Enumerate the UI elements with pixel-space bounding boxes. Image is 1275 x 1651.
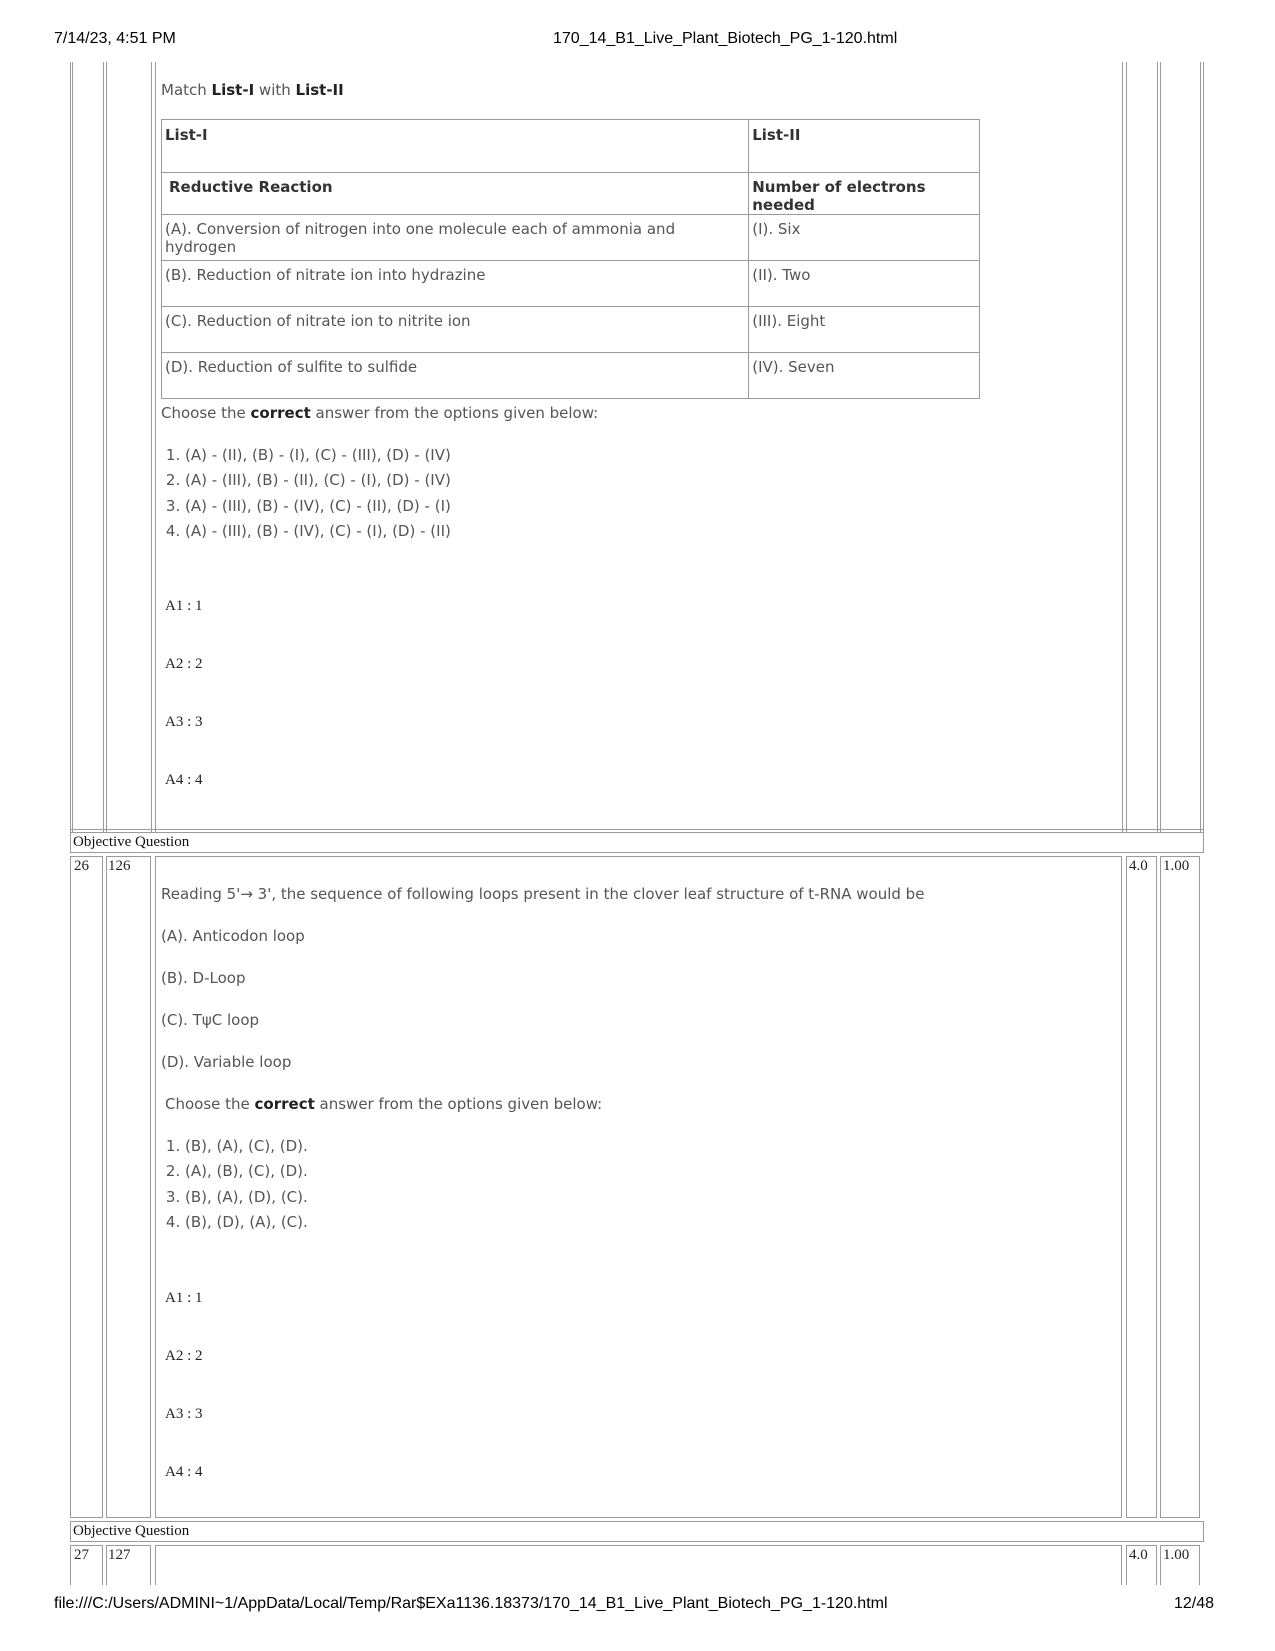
option-item: 3. (A) - (III), (B) - (IV), (C) - (II), (D) - (I) — [185, 494, 451, 519]
match-table — [161, 119, 980, 399]
electrons-needed-header: Number of electrons needed — [749, 173, 980, 215]
choose-instruction: Choose the correct answer from the options given below: — [165, 1095, 603, 1113]
marks-value: 4.0 — [1129, 1547, 1148, 1563]
table-cell: (C). Reduction of nitrate ion to nitrite ion — [162, 307, 749, 353]
print-file-path: file:///C:/Users/ADMINI~1/AppData/Local/Temp/Rar$EXa1136.18373/170_14_B1_Live_Plant_Biotech_PG_1-120.html — [54, 1595, 888, 1612]
table-cell: (IV). Seven — [749, 353, 980, 399]
table-border — [70, 62, 71, 832]
list-1-header: List-I — [162, 120, 749, 173]
print-datetime: 7/14/23, 4:51 PM — [54, 30, 176, 47]
question-type-label: Objective Question — [73, 1523, 190, 1539]
option-item: 3. (B), (A), (D), (C). — [185, 1185, 308, 1210]
negative-marks-value: 1.00 — [1163, 1547, 1190, 1563]
table-border — [103, 62, 104, 832]
table-border — [1122, 62, 1123, 832]
question-type-row — [70, 832, 1204, 853]
loop-item: (B). D-Loop — [161, 969, 246, 987]
question-type-row — [70, 1521, 1204, 1542]
option-item: 1. (A) - (II), (B) - (I), (C) - (III), (D) - (IV) — [185, 443, 451, 468]
table-cell: (III). Eight — [749, 307, 980, 353]
serial-number-cell — [70, 856, 103, 1518]
table-border — [1157, 62, 1158, 832]
table-border — [70, 829, 1204, 830]
table-cell: (A). Conversion of nitrogen into one molecule each of ammonia and hydrogen — [162, 215, 749, 261]
option-item: 2. (A) - (III), (B) - (II), (C) - (I), (D) - (IV) — [185, 468, 451, 493]
marks-cell — [1126, 856, 1157, 1518]
table-border — [1126, 62, 1127, 832]
answer-key: A4 : 4 — [165, 1464, 203, 1480]
answer-key: A1 : 1 — [165, 1290, 203, 1306]
option-item: 1. (B), (A), (C), (D). — [185, 1134, 308, 1159]
loop-item: (C). TψC loop — [161, 1011, 260, 1029]
marks-value: 4.0 — [1129, 858, 1148, 874]
choose-instruction: Choose the correct answer from the options given below: — [161, 404, 599, 422]
serial-number: 26 — [74, 858, 89, 874]
option-item: 2. (A), (B), (C), (D). — [185, 1159, 308, 1184]
answer-key: A3 : 3 — [165, 1406, 203, 1422]
loop-item: (A). Anticodon loop — [161, 927, 305, 945]
table-cell: (II). Two — [749, 261, 980, 307]
match-instruction: Match List-I with List-II — [161, 81, 344, 99]
question-id: 127 — [108, 1547, 131, 1563]
table-border — [1203, 62, 1204, 832]
negative-marks-cell — [1160, 856, 1200, 1518]
question-id: 126 — [108, 858, 131, 874]
print-document-title: 170_14_B1_Live_Plant_Biotech_PG_1-120.html — [553, 30, 898, 47]
option-item: 4. (B), (D), (A), (C). — [185, 1210, 308, 1235]
answer-key: A3 : 3 — [165, 714, 203, 730]
answer-key: A1 : 1 — [165, 598, 203, 614]
question-body-cell — [155, 1545, 1122, 1585]
table-border — [151, 62, 152, 832]
answer-key: A4 : 4 — [165, 772, 203, 788]
question-id-cell — [106, 856, 151, 1518]
table-border — [106, 62, 107, 832]
page-number: 12/48 — [1174, 1595, 1215, 1612]
option-item: 4. (A) - (III), (B) - (IV), (C) - (I), (D) - (II) — [185, 519, 451, 544]
table-border — [1160, 62, 1161, 832]
table-border — [155, 62, 156, 832]
table-border — [1200, 62, 1201, 832]
reductive-reaction-header: Reductive Reaction — [162, 173, 749, 215]
answer-key: A2 : 2 — [165, 1348, 203, 1364]
answer-key: A2 : 2 — [165, 656, 203, 672]
negative-marks-value: 1.00 — [1163, 858, 1190, 874]
question-stem: Reading 5'→ 3', the sequence of following loops present in the clover leaf structure of t-RNA would be — [161, 885, 925, 903]
table-border — [72, 62, 73, 832]
table-cell: (B). Reduction of nitrate ion into hydrazine — [162, 261, 749, 307]
list-2-header: List-II — [749, 120, 980, 173]
serial-number: 27 — [74, 1547, 89, 1563]
loop-item: (D). Variable loop — [161, 1053, 292, 1071]
question-type-label: Objective Question — [73, 834, 190, 850]
answer-options-list — [163, 1134, 308, 1235]
table-cell: (I). Six — [749, 215, 980, 261]
answer-options-list — [163, 443, 451, 544]
table-cell: (D). Reduction of sulfite to sulfide — [162, 353, 749, 399]
